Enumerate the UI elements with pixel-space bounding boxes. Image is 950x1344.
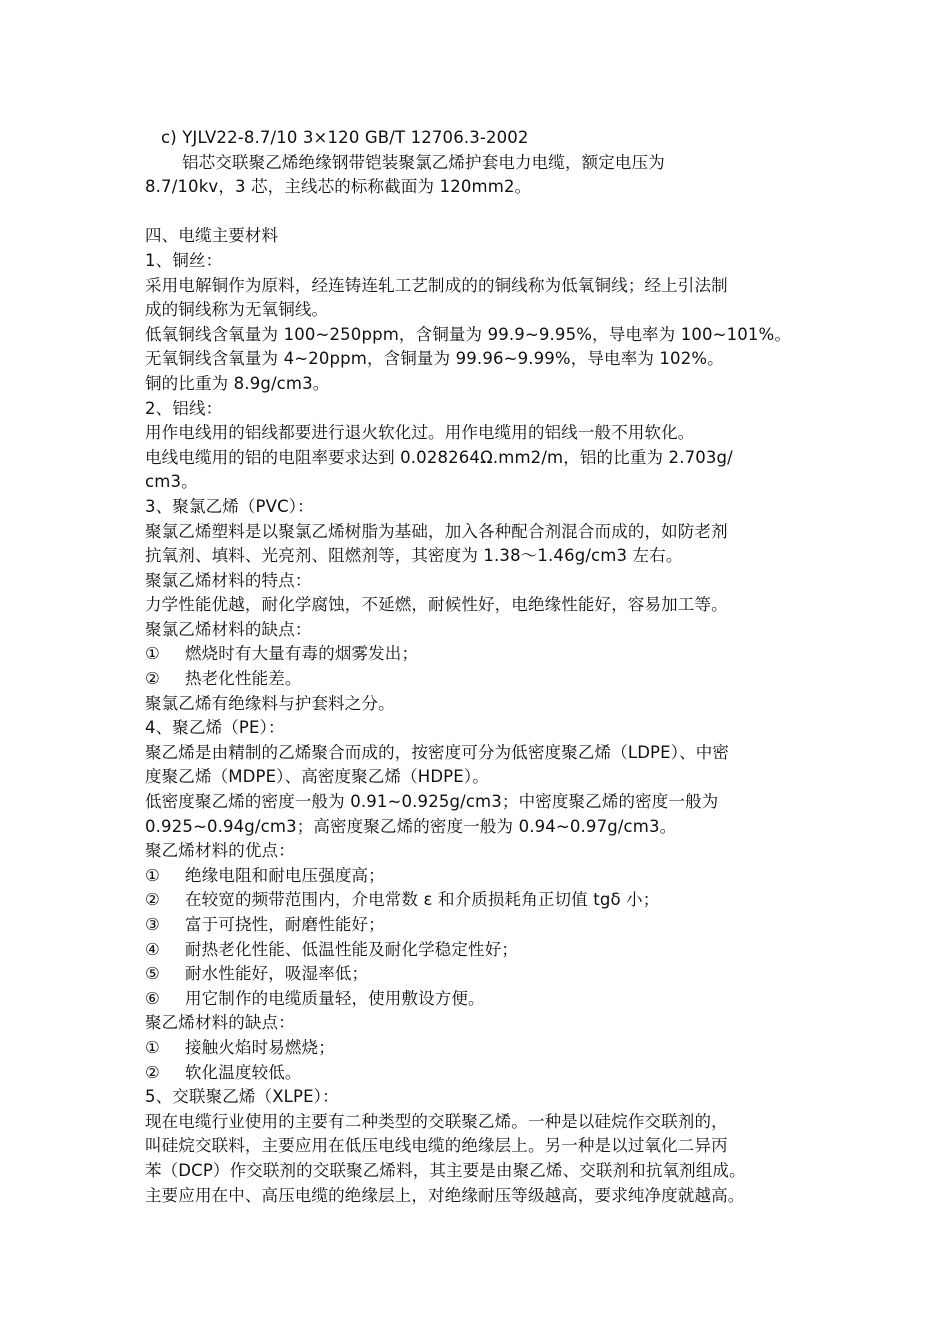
list-text: 绝缘电阻和耐电压强度高； bbox=[185, 865, 385, 885]
blank-line bbox=[145, 200, 817, 225]
xlpe-line: 苯（DCP）作交联剂的交联聚乙烯料，其主要是由聚乙烯、交联剂和抗氧剂组成。 bbox=[145, 1160, 746, 1180]
list-number: ② bbox=[145, 1062, 160, 1082]
list-number: ④ bbox=[145, 939, 160, 959]
aluminum-line: cm3。 bbox=[145, 472, 198, 492]
copper-line: 采用电解铜作为原料，经连铸连轧工艺制成的的铜线称为低氧铜线；经上引法制 bbox=[145, 275, 728, 295]
list-text: 富于可挠性，耐磨性能好； bbox=[185, 915, 385, 934]
pe-pro-item bbox=[145, 888, 817, 913]
pe-line: 度聚乙烯（MDPE）、高密度聚乙烯（HDPE）。 bbox=[145, 767, 489, 787]
list-text: 燃烧时有大量有毒的烟雾发出； bbox=[185, 644, 419, 664]
copper-line: 低氧铜线含氧量为 100~250ppm，含铜量为 99.9~9.95%，导电率为 100~101%。 bbox=[145, 324, 792, 344]
pe-line: 聚乙烯材料的优点： bbox=[145, 841, 295, 861]
list-text: 用它制作的电缆质量轻，使用敷设方便。 bbox=[185, 988, 485, 1008]
xlpe-line: 叫硅烷交联料，主要应用在低压电线电缆的绝缘层上。另一种是以过氧化二异丙 bbox=[145, 1136, 728, 1156]
list-number: ⑤ bbox=[145, 964, 160, 984]
pvc-line: 聚氯乙烯材料的特点： bbox=[145, 570, 312, 590]
list-text: 耐水性能好，吸湿率低； bbox=[185, 964, 369, 984]
pe-con-item bbox=[145, 1061, 817, 1086]
pe-cons-heading: 聚乙烯材料的缺点： bbox=[145, 1013, 295, 1033]
pvc-note: 聚氯乙烯有绝缘料与护套料之分。 bbox=[145, 693, 395, 713]
aluminum-line: 电线电缆用的铝的电阻率要求达到 0.028264Ω.mm2/m，铝的比重为 2.703g/ bbox=[145, 447, 733, 467]
copper-line: 铜的比重为 8.9g/cm3。 bbox=[145, 373, 330, 393]
list-number: ① bbox=[145, 644, 160, 664]
pe-pro-item bbox=[145, 938, 817, 963]
xlpe-heading: 5、交联聚乙烯（XLPE）： bbox=[145, 1087, 339, 1107]
xlpe-line: 现在电缆行业使用的主要有二种类型的交联聚乙烯。一种是以硅烷作交联剂的， bbox=[145, 1111, 728, 1131]
pe-line: 0.925~0.94g/cm3；高密度聚乙烯的密度一般为 0.94~0.97g/cm3。 bbox=[145, 816, 677, 836]
copper-heading: 1、铜丝： bbox=[145, 250, 223, 270]
list-text: 软化温度较低。 bbox=[185, 1062, 302, 1082]
list-text: 在较宽的频带范围内，介电常数 ε 和介质损耗角正切值 tgδ 小； bbox=[185, 890, 660, 910]
cable-model-line: c) YJLV22-8.7/10 3×120 GB/T 12706.3-2002 bbox=[161, 128, 529, 147]
list-text: 耐热老化性能、低温性能及耐化学稳定性好； bbox=[185, 939, 518, 959]
list-text: 接触火焰时易燃烧； bbox=[185, 1037, 335, 1057]
pe-pro-item bbox=[145, 864, 817, 889]
document-body bbox=[145, 126, 817, 1208]
pvc-con-item bbox=[145, 642, 817, 667]
pe-pro-item bbox=[145, 913, 817, 938]
pe-pro-item bbox=[145, 987, 817, 1012]
xlpe-line: 主要应用在中、高压电缆的绝缘层上，对绝缘耐压等级越高，要求纯净度就越高。 bbox=[145, 1185, 745, 1205]
copper-line: 成的铜线称为无氧铜线。 bbox=[145, 300, 329, 320]
list-number: ① bbox=[145, 1037, 160, 1057]
cable-description-line-2: 8.7/10kv，3 芯，主线芯的标称截面为 120mm2。 bbox=[145, 177, 532, 197]
pe-line: 聚乙烯是由精制的乙烯聚合而成的，按密度可分为低密度聚乙烯（LDPE）、中密 bbox=[145, 742, 730, 762]
pvc-line: 聚氯乙烯塑料是以聚氯乙烯树脂为基础，加入各种配合剂混合而成的，如防老剂 bbox=[145, 521, 728, 541]
pe-heading: 4、聚乙烯（PE）： bbox=[145, 718, 285, 738]
pvc-line: 抗氧剂、填料、光亮剂、阻燃剂等，其密度为 1.38～1.46g/cm3 左右。 bbox=[145, 546, 683, 566]
section-title: 四、电缆主要材料 bbox=[145, 226, 279, 246]
pvc-heading: 3、聚氯乙烯（PVC）： bbox=[145, 496, 314, 516]
pe-pro-item bbox=[145, 962, 817, 987]
pvc-line: 聚氯乙烯材料的缺点： bbox=[145, 619, 312, 639]
pvc-line: 力学性能优越，耐化学腐蚀，不延燃，耐候性好，电绝缘性能好，容易加工等。 bbox=[145, 595, 728, 615]
list-number: ③ bbox=[145, 915, 160, 934]
cable-description-line-1: 铝芯交联聚乙烯绝缘钢带铠装聚氯乙烯护套电力电缆，额定电压为 bbox=[182, 152, 665, 172]
list-number: ⑥ bbox=[145, 988, 160, 1008]
copper-line: 无氧铜线含氧量为 4~20ppm，含铜量为 99.96~9.99%，导电率为 102%。 bbox=[145, 349, 724, 369]
list-number: ② bbox=[145, 669, 160, 689]
list-number: ① bbox=[145, 865, 160, 885]
pe-line: 低密度聚乙烯的密度一般为 0.91~0.925g/cm3；中密度聚乙烯的密度一般为 bbox=[145, 792, 719, 812]
pvc-con-item bbox=[145, 667, 817, 692]
aluminum-line: 用作电线用的铝线都要进行退火软化过。用作电缆用的铝线一般不用软化。 bbox=[145, 423, 695, 443]
pe-con-item bbox=[145, 1036, 817, 1061]
aluminum-heading: 2、铝线： bbox=[145, 398, 223, 418]
list-text: 热老化性能差。 bbox=[185, 669, 302, 689]
list-number: ② bbox=[145, 890, 160, 910]
